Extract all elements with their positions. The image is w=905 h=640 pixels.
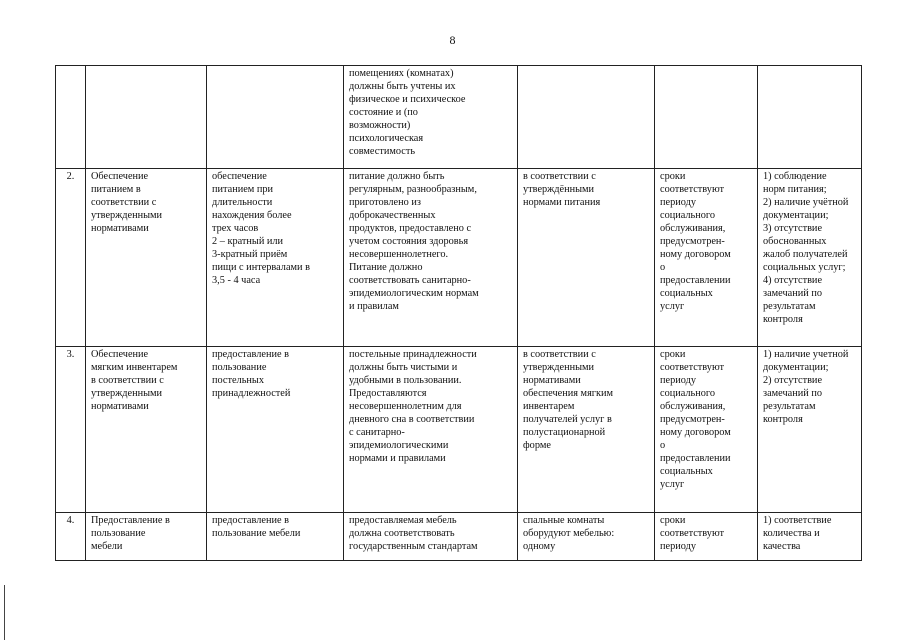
service-quality-cell: 1) соблюдение норм питания; 2) наличие учётной документации; 3) отсутствие обоснованных жалоб получателей социальных услуг; 4) отсутствие замечаний по результатам контроля [758, 169, 862, 347]
service-quality-cell: 1) соответствие количества и качества [758, 513, 862, 561]
service-content-cell: предоставление в пользование постельных принадлежностей [207, 347, 344, 513]
service-requirements-cell: предоставляемая мебель должна соответствовать государственным стандартам [344, 513, 518, 561]
service-terms-cell: сроки соответствуют периоду социального обслуживания, предусмотрен- ному договором о предоставлении социальных услуг [655, 347, 758, 513]
service-terms-cell: сроки соответствуют периоду социального обслуживания, предусмотрен- ному договором о предоставлении социальных услуг [655, 169, 758, 347]
service-name-cell: Обеспечение мягким инвентарем в соответствии с утвержденными нормативами [86, 347, 207, 513]
page-number: 8 [449, 33, 456, 47]
service-content-cell: обеспечение питанием при длительности нахождения более трех часов 2 – кратный или 3-кратный приём пищи с интервалами в 3,5 - 4 часа [207, 169, 344, 347]
table-row [56, 513, 862, 561]
service-volume-cell: спальные комнаты оборудуют мебелью: одному [518, 513, 655, 561]
table-row [56, 66, 862, 169]
service-content-cell [207, 66, 344, 169]
service-terms-cell [655, 66, 758, 169]
service-quality-cell: 1) наличие учетной документации; 2) отсутствие замечаний по результатам контроля [758, 347, 862, 513]
service-volume-cell: в соответствии с утверждёнными нормами питания [518, 169, 655, 347]
service-requirements-cell: питание должно быть регулярным, разнообразным, приготовлено из доброкачественных продуктов, предоставлено с учетом состояния здоровья несовершеннолетнего. Питание должно соответствовать санитарно- эпидемиологическим нормам и правилам [344, 169, 518, 347]
table-row [56, 169, 862, 347]
service-volume-cell [518, 66, 655, 169]
service-quality-cell [758, 66, 862, 169]
row-number-cell [56, 66, 86, 169]
service-terms-cell: сроки соответствуют периоду [655, 513, 758, 561]
service-requirements-cell: постельные принадлежности должны быть чистыми и удобными в пользовании. Предоставляются несовершеннолетним для дневного сна в соответствии с санитарно- эпидемиологическими нормами и правилами [344, 347, 518, 513]
service-name-cell: Предоставление в пользование мебели [86, 513, 207, 561]
service-requirements-cell: помещениях (комнатах) должны быть учтены их физическое и психическое состояние и (по возможности) психологическая совместимость [344, 66, 518, 169]
row-number-cell: 4. [56, 513, 86, 561]
service-volume-cell: в соответствии с утвержденными нормативами обеспечения мягким инвентарем получателей услуг в полустационарной форме [518, 347, 655, 513]
row-number-cell: 3. [56, 347, 86, 513]
service-content-cell: предоставление в пользование мебели [207, 513, 344, 561]
services-table [55, 65, 862, 561]
row-number-cell: 2. [56, 169, 86, 347]
table-row [56, 347, 862, 513]
scan-margin-line [4, 585, 5, 640]
service-name-cell: Обеспечение питанием в соответствии с утвержденными нормативами [86, 169, 207, 347]
service-name-cell [86, 66, 207, 169]
